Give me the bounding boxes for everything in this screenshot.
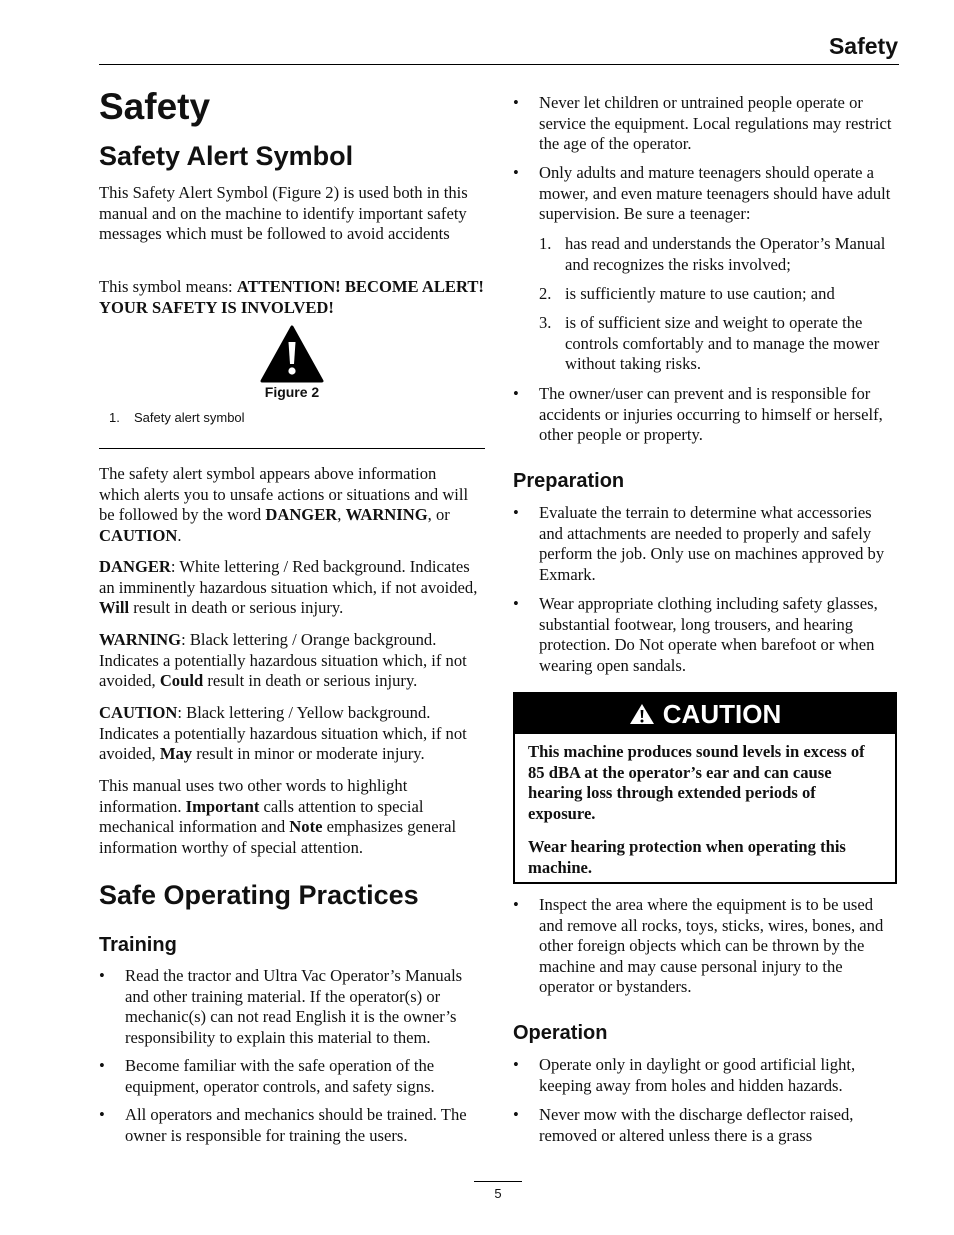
bullet-glyph: • xyxy=(513,1055,519,1074)
bullet-glyph: • xyxy=(513,594,519,613)
alert-intro-paragraph: This Safety Alert Symbol (Figure 2) is used both in this manual and on the machine to identify important safety messages which must be followed to avoid accidents xyxy=(99,183,468,244)
bullet-text: Never let children or untrained people operate or service the equipment. Local regulations may restrict the age of the operator. xyxy=(539,93,892,154)
bullet-glyph: • xyxy=(513,93,519,112)
bullet-text: All operators and mechanics should be trained. The owner is responsible for training the users. xyxy=(125,1105,467,1145)
bullet-glyph: • xyxy=(513,163,519,182)
warning-label: WARNING xyxy=(99,630,182,649)
text-run: calls attention to special mechanical information and xyxy=(99,796,424,837)
caution-instruction: Wear hearing protection when operating this machine. xyxy=(528,837,846,877)
bullet-text: Only adults and mature teenagers should operate a mower, and even mature teenagers should have adult supervision. Be sure a teenager: xyxy=(539,163,891,224)
caution-emphasis: May xyxy=(159,744,193,764)
danger-paragraph xyxy=(99,557,487,619)
bullet-text: The owner/user can prevent and is responsible for accidents or injuries occurring to himself or herself, other people or property. xyxy=(539,384,883,445)
text-run: , xyxy=(337,505,346,525)
symbol-meaning-paragraph xyxy=(99,277,487,318)
item-number: 1. xyxy=(539,234,552,253)
caution-paragraph xyxy=(99,703,487,765)
subheading-training: Training xyxy=(99,934,177,956)
figure-caption: Figure 2 xyxy=(264,384,320,400)
caution-message: This machine produces sound levels in excess of 85 dBA at the operator’s ear and can cause hearing loss through extended periods of exposure. xyxy=(528,742,865,823)
danger-word: DANGER xyxy=(265,505,338,525)
page-title: Safety xyxy=(99,86,211,127)
caution-word: CAUTION xyxy=(99,525,178,545)
caution-label: CAUTION xyxy=(662,698,782,729)
warning-triangle-icon xyxy=(260,325,324,383)
note-word: Note xyxy=(289,817,323,837)
bullet-glyph: • xyxy=(99,1056,105,1075)
subheading-operation: Operation xyxy=(513,1022,608,1044)
bullet-glyph: • xyxy=(513,1105,519,1124)
bullet-text: Never mow with the discharge deflector raised, removed or altered unless there is a grass xyxy=(539,1105,854,1145)
section-heading-safety-alert-symbol: Safety Alert Symbol xyxy=(99,141,354,171)
footer-rule xyxy=(474,1181,522,1182)
caution-label: CAUTION xyxy=(99,703,178,722)
warning-emphasis: Could xyxy=(159,671,204,691)
callout-number: 1. xyxy=(109,410,120,425)
text-run: result in minor or moderate injury. xyxy=(192,744,425,764)
figure-callout xyxy=(109,410,245,425)
subheading-preparation: Preparation xyxy=(513,470,625,492)
bullet-text: Operate only in daylight or good artificial light, keeping away from holes and hidden hazards. xyxy=(539,1055,856,1095)
bullet-glyph: • xyxy=(99,966,105,985)
text-run: emphasizes general information worthy of special attention. xyxy=(99,817,457,857)
bullet-text: Inspect the area where the equipment is to be used and remove all rocks, toys, sticks, wires, bones, and other foreign objects which can be thrown by the machine and may cause personal injury to the operator or bystanders. xyxy=(539,895,884,997)
bullet-text: Become familiar with the safe operation of the equipment, operator controls, and safety signs. xyxy=(125,1056,435,1096)
bullet-text: Wear appropriate clothing including safety glasses, substantial footwear, long trousers, and hearing protection. Do Not operate when barefoot or when wearing open sandals. xyxy=(539,594,878,675)
section-heading-safe-operating-practices: Safe Operating Practices xyxy=(99,880,419,910)
text-run: result in death or serious injury. xyxy=(203,671,418,691)
warning-word: WARNING xyxy=(345,505,428,525)
text-run: : White lettering / Red background. Indicates an imminently hazardous situation which, if not avoided, xyxy=(99,557,478,597)
bullet-glyph: • xyxy=(99,1105,105,1124)
page-number: 5 xyxy=(494,1186,502,1201)
item-text: is sufficiently mature to use caution; and xyxy=(565,284,835,303)
item-text: has read and understands the Operator’s Manual and recognizes the risks involved; xyxy=(565,234,886,274)
text-run: : Black lettering / Orange background. Indicates a potentially hazardous situation which, if not avoided, xyxy=(99,630,467,691)
figure-rule xyxy=(99,448,485,449)
other-words-paragraph xyxy=(99,776,475,858)
caution-box xyxy=(513,692,897,884)
text-run: . xyxy=(177,525,182,545)
bullet-glyph: • xyxy=(513,384,519,403)
symbol-appears-paragraph xyxy=(99,464,469,546)
symbol-meaning-bold: ATTENTION! BECOME ALERT! YOUR SAFETY IS INVOLVED! xyxy=(99,277,484,317)
running-header: Safety xyxy=(828,33,898,59)
text-run: , or xyxy=(427,505,450,525)
symbol-meaning-prefix: This symbol means: xyxy=(99,277,237,296)
header-rule xyxy=(99,64,899,65)
item-number: 3. xyxy=(539,313,552,332)
warning-paragraph xyxy=(99,630,487,692)
callout-text: Safety alert symbol xyxy=(134,410,245,425)
danger-label: DANGER xyxy=(99,557,171,576)
item-text: is of sufficient size and weight to operate the controls comfortably and to manage the mower without taking risks. xyxy=(565,313,880,374)
item-number: 2. xyxy=(539,284,552,303)
text-run: The safety alert symbol appears above information which alerts you to unsafe actions or situations and will be followed by the word xyxy=(99,464,469,525)
important-word: Important xyxy=(185,796,260,816)
figure-2 xyxy=(99,322,487,452)
bullet-text: Evaluate the terrain to determine what accessories and attachments are needed to properly and safely perform the job. Only use on machines approved by Exmark. xyxy=(539,503,885,584)
text-run: result in death or serious injury. xyxy=(129,598,344,618)
bullet-glyph: • xyxy=(513,895,519,914)
text-run: : Black lettering / Yellow background. Indicates a potentially hazardous situation which, if not avoided, xyxy=(99,703,467,764)
bullet-text: Read the tractor and Ultra Vac Operator’s Manuals and other training material. If the operator(s) or mechanic(s) can not read English it is the owner’s responsibility to explain this material to them. xyxy=(125,966,463,1047)
danger-emphasis: Will xyxy=(99,598,130,618)
warning-triangle-icon xyxy=(629,703,655,725)
text-run: This manual uses two other words to highlight information. xyxy=(99,776,408,816)
bullet-glyph: • xyxy=(513,503,519,522)
caution-header xyxy=(515,694,895,734)
